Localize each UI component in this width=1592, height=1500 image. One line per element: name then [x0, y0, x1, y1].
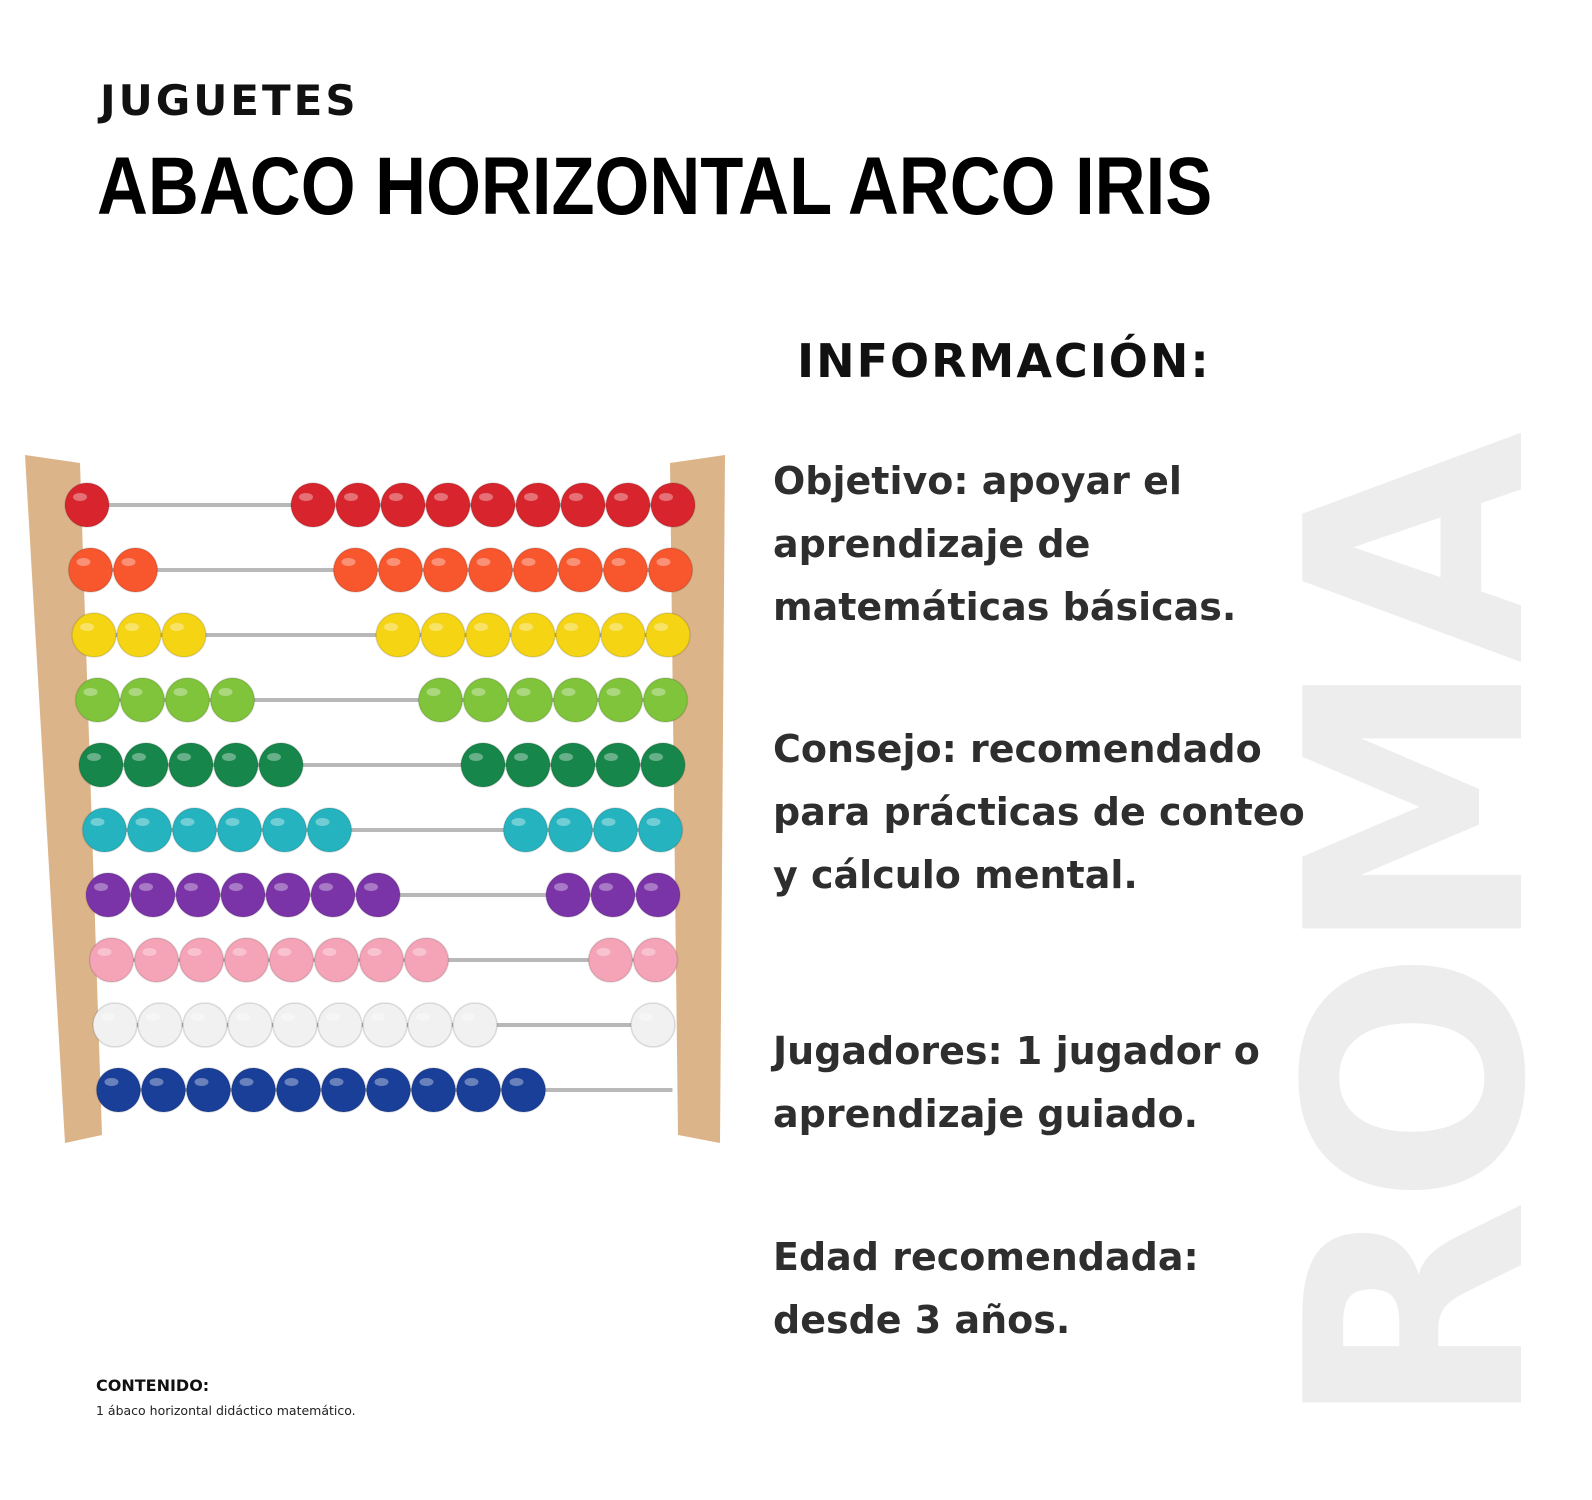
bead-highlight — [240, 1078, 254, 1086]
bead-highlight — [219, 688, 233, 696]
bead-highlight — [612, 558, 626, 566]
bead-highlight — [191, 1013, 205, 1021]
bead-highlight — [236, 1013, 250, 1021]
bead-highlight — [150, 1078, 164, 1086]
bead-highlight — [562, 688, 576, 696]
info-objetivo: Objetivo: apoyar el aprendizaje de matemáticas básicas. — [773, 459, 1237, 629]
abacus-bead — [551, 743, 595, 787]
bead-highlight — [420, 1078, 434, 1086]
abacus-bead — [308, 808, 352, 852]
watermark-text: ROMA — [1243, 437, 1592, 1430]
abacus-bead — [559, 548, 603, 592]
abacus-bead — [591, 873, 635, 917]
abacus-illustration — [20, 445, 725, 1150]
bead-highlight — [524, 493, 538, 501]
abacus-bead — [221, 873, 265, 917]
bead-highlight — [609, 623, 623, 631]
bead-highlight — [174, 688, 188, 696]
bead-highlight — [512, 818, 526, 826]
bead-highlight — [434, 493, 448, 501]
bead-highlight — [139, 883, 153, 891]
bead-highlight — [330, 1078, 344, 1086]
abacus-bead — [405, 938, 449, 982]
abacus-bead — [334, 548, 378, 592]
bead-highlight — [472, 688, 486, 696]
bead-highlight — [604, 753, 618, 761]
abacus-bead — [514, 548, 558, 592]
category-label: JUGUETES — [100, 76, 359, 125]
abacus-bead — [471, 483, 515, 527]
abacus-bead — [641, 743, 685, 787]
bead-highlight — [188, 948, 202, 956]
bead-highlight — [98, 948, 112, 956]
abacus-bead — [225, 938, 269, 982]
abacus-bead — [646, 613, 690, 657]
bead-highlight — [342, 558, 356, 566]
bead-highlight — [136, 818, 150, 826]
abacus-bead — [639, 808, 683, 852]
abacus-bead — [649, 548, 693, 592]
abacus-bead — [599, 678, 643, 722]
bead-highlight — [642, 948, 656, 956]
abacus-bead — [124, 743, 168, 787]
abacus-bead — [546, 873, 590, 917]
abacus-bead — [461, 743, 505, 787]
abacus-bead — [604, 548, 648, 592]
bead-highlight — [514, 753, 528, 761]
abacus-bead — [601, 613, 645, 657]
abacus-bead — [356, 873, 400, 917]
abacus-bead — [381, 483, 425, 527]
bead-highlight — [554, 883, 568, 891]
abacus-bead — [408, 1003, 452, 1047]
bead-highlight — [91, 818, 105, 826]
abacus-bead — [421, 613, 465, 657]
bead-highlight — [557, 818, 571, 826]
abacus-bead — [211, 678, 255, 722]
bead-highlight — [559, 753, 573, 761]
bead-highlight — [233, 948, 247, 956]
bead-highlight — [222, 753, 236, 761]
bead-highlight — [614, 493, 628, 501]
bead-highlight — [326, 1013, 340, 1021]
abacus-bead — [162, 613, 206, 657]
bead-highlight — [84, 688, 98, 696]
bead-highlight — [368, 948, 382, 956]
bead-highlight — [80, 623, 94, 631]
bead-highlight — [323, 948, 337, 956]
abacus-bead — [506, 743, 550, 787]
abacus-bead — [76, 678, 120, 722]
abacus-bead — [72, 613, 116, 657]
abacus-bead — [169, 743, 213, 787]
abacus-bead — [363, 1003, 407, 1047]
abacus-bead — [86, 873, 130, 917]
bead-highlight — [94, 883, 108, 891]
abacus-bead — [376, 613, 420, 657]
abacus-bead — [65, 483, 109, 527]
abacus-bead — [97, 1068, 141, 1112]
bead-highlight — [477, 558, 491, 566]
abacus-bead — [360, 938, 404, 982]
bead-highlight — [226, 818, 240, 826]
abacus-bead — [131, 873, 175, 917]
abacus-bead — [596, 743, 640, 787]
abacus-bead — [187, 1068, 231, 1112]
abacus-bead — [367, 1068, 411, 1112]
bead-highlight — [184, 883, 198, 891]
bead-highlight — [387, 558, 401, 566]
bead-highlight — [652, 688, 666, 696]
abacus-bead — [457, 1068, 501, 1112]
abacus-bead — [426, 483, 470, 527]
abacus-bead — [83, 808, 127, 852]
abacus-bead — [90, 938, 134, 982]
bead-highlight — [146, 1013, 160, 1021]
abacus-bead — [228, 1003, 272, 1047]
bead-highlight — [567, 558, 581, 566]
abacus-bead — [502, 1068, 546, 1112]
abacus-bead — [135, 938, 179, 982]
bead-highlight — [271, 818, 285, 826]
bead-highlight — [510, 1078, 524, 1086]
bead-highlight — [416, 1013, 430, 1021]
abacus-bead — [166, 678, 210, 722]
abacus-bead — [634, 938, 678, 982]
abacus-bead — [176, 873, 220, 917]
abacus-bead — [180, 938, 224, 982]
bead-highlight — [129, 688, 143, 696]
abacus-bead — [138, 1003, 182, 1047]
abacus-bead — [318, 1003, 362, 1047]
bead-highlight — [522, 558, 536, 566]
bead-highlight — [73, 493, 87, 501]
bead-highlight — [101, 1013, 115, 1021]
bead-highlight — [177, 753, 191, 761]
bead-highlight — [602, 818, 616, 826]
bead-highlight — [569, 493, 583, 501]
abacus-bead — [128, 808, 172, 852]
abacus-bead — [606, 483, 650, 527]
bead-highlight — [597, 948, 611, 956]
bead-highlight — [316, 818, 330, 826]
abacus-bead — [117, 613, 161, 657]
abacus-bead — [259, 743, 303, 787]
abacus-bead — [263, 808, 307, 852]
bead-highlight — [659, 493, 673, 501]
bead-highlight — [105, 1078, 119, 1086]
abacus-bead — [315, 938, 359, 982]
bead-highlight — [517, 688, 531, 696]
bead-highlight — [170, 623, 184, 631]
abacus-bead — [379, 548, 423, 592]
abacus-bead — [509, 678, 553, 722]
bead-highlight — [229, 883, 243, 891]
bead-highlight — [644, 883, 658, 891]
abacus-bead — [266, 873, 310, 917]
product-title: ABACO HORIZONTAL ARCO IRIS — [97, 141, 1213, 232]
abacus-bead — [277, 1068, 321, 1112]
bead-highlight — [278, 948, 292, 956]
bead-highlight — [465, 1078, 479, 1086]
bead-highlight — [87, 753, 101, 761]
info-heading: INFORMACIÓN: — [797, 334, 1211, 388]
bead-highlight — [384, 623, 398, 631]
bead-highlight — [319, 883, 333, 891]
abacus-bead — [114, 548, 158, 592]
bead-highlight — [132, 753, 146, 761]
bead-highlight — [299, 493, 313, 501]
abacus-bead — [556, 613, 600, 657]
bead-highlight — [654, 623, 668, 631]
abacus-bead — [651, 483, 695, 527]
abacus-bead — [631, 1003, 675, 1047]
abacus-bead — [232, 1068, 276, 1112]
bead-highlight — [285, 1078, 299, 1086]
bead-highlight — [432, 558, 446, 566]
abacus-bead — [183, 1003, 227, 1047]
bead-highlight — [564, 623, 578, 631]
bead-highlight — [267, 753, 281, 761]
abacus-bead — [142, 1068, 186, 1112]
abacus-bead — [594, 808, 638, 852]
bead-highlight — [77, 558, 91, 566]
bead-highlight — [461, 1013, 475, 1021]
abacus-bead — [79, 743, 123, 787]
abacus-bead — [589, 938, 633, 982]
bead-highlight — [649, 753, 663, 761]
abacus-bead — [469, 548, 513, 592]
abacus-bead — [549, 808, 593, 852]
bead-highlight — [479, 493, 493, 501]
bead-highlight — [181, 818, 195, 826]
abacus-bead — [121, 678, 165, 722]
abacus-bead — [636, 873, 680, 917]
bead-highlight — [607, 688, 621, 696]
abacus-bead — [561, 483, 605, 527]
bead-highlight — [375, 1078, 389, 1086]
abacus-bead — [464, 678, 508, 722]
bead-highlight — [125, 623, 139, 631]
contents-label: CONTENIDO: — [96, 1376, 210, 1395]
product-image — [20, 445, 725, 1154]
abacus-bead — [322, 1068, 366, 1112]
bead-highlight — [647, 818, 661, 826]
contents-text: 1 ábaco horizontal didáctico matemático. — [96, 1403, 356, 1418]
abacus-bead — [511, 613, 555, 657]
bead-highlight — [344, 493, 358, 501]
bead-highlight — [389, 493, 403, 501]
abacus-bead — [173, 808, 217, 852]
bead-highlight — [427, 688, 441, 696]
abacus-bead — [419, 678, 463, 722]
abacus-bead — [504, 808, 548, 852]
bead-highlight — [474, 623, 488, 631]
info-consejo: Consejo: recomendado para prácticas de conteo y cálculo mental. — [773, 727, 1305, 897]
abacus-bead — [311, 873, 355, 917]
bead-highlight — [122, 558, 136, 566]
bead-highlight — [274, 883, 288, 891]
abacus-bead — [424, 548, 468, 592]
abacus-bead — [466, 613, 510, 657]
bead-highlight — [519, 623, 533, 631]
bead-highlight — [639, 1013, 653, 1021]
abacus-bead — [270, 938, 314, 982]
abacus-bead — [93, 1003, 137, 1047]
bead-highlight — [657, 558, 671, 566]
abacus-bead — [218, 808, 262, 852]
abacus-bead — [554, 678, 598, 722]
bead-highlight — [469, 753, 483, 761]
bead-highlight — [599, 883, 613, 891]
bead-highlight — [143, 948, 157, 956]
bead-highlight — [413, 948, 427, 956]
bead-highlight — [429, 623, 443, 631]
abacus-bead — [453, 1003, 497, 1047]
info-jugadores: Jugadores: 1 jugador o aprendizaje guiado. — [773, 1029, 1260, 1136]
bead-highlight — [364, 883, 378, 891]
abacus-bead — [412, 1068, 456, 1112]
info-edad: Edad recomendada: desde 3 años. — [773, 1235, 1199, 1342]
bead-highlight — [195, 1078, 209, 1086]
bead-highlight — [281, 1013, 295, 1021]
abacus-bead — [69, 548, 113, 592]
abacus-bead — [644, 678, 688, 722]
abacus-bead — [291, 483, 335, 527]
bead-highlight — [371, 1013, 385, 1021]
abacus-bead — [336, 483, 380, 527]
abacus-bead — [214, 743, 258, 787]
abacus-bead — [273, 1003, 317, 1047]
abacus-bead — [516, 483, 560, 527]
